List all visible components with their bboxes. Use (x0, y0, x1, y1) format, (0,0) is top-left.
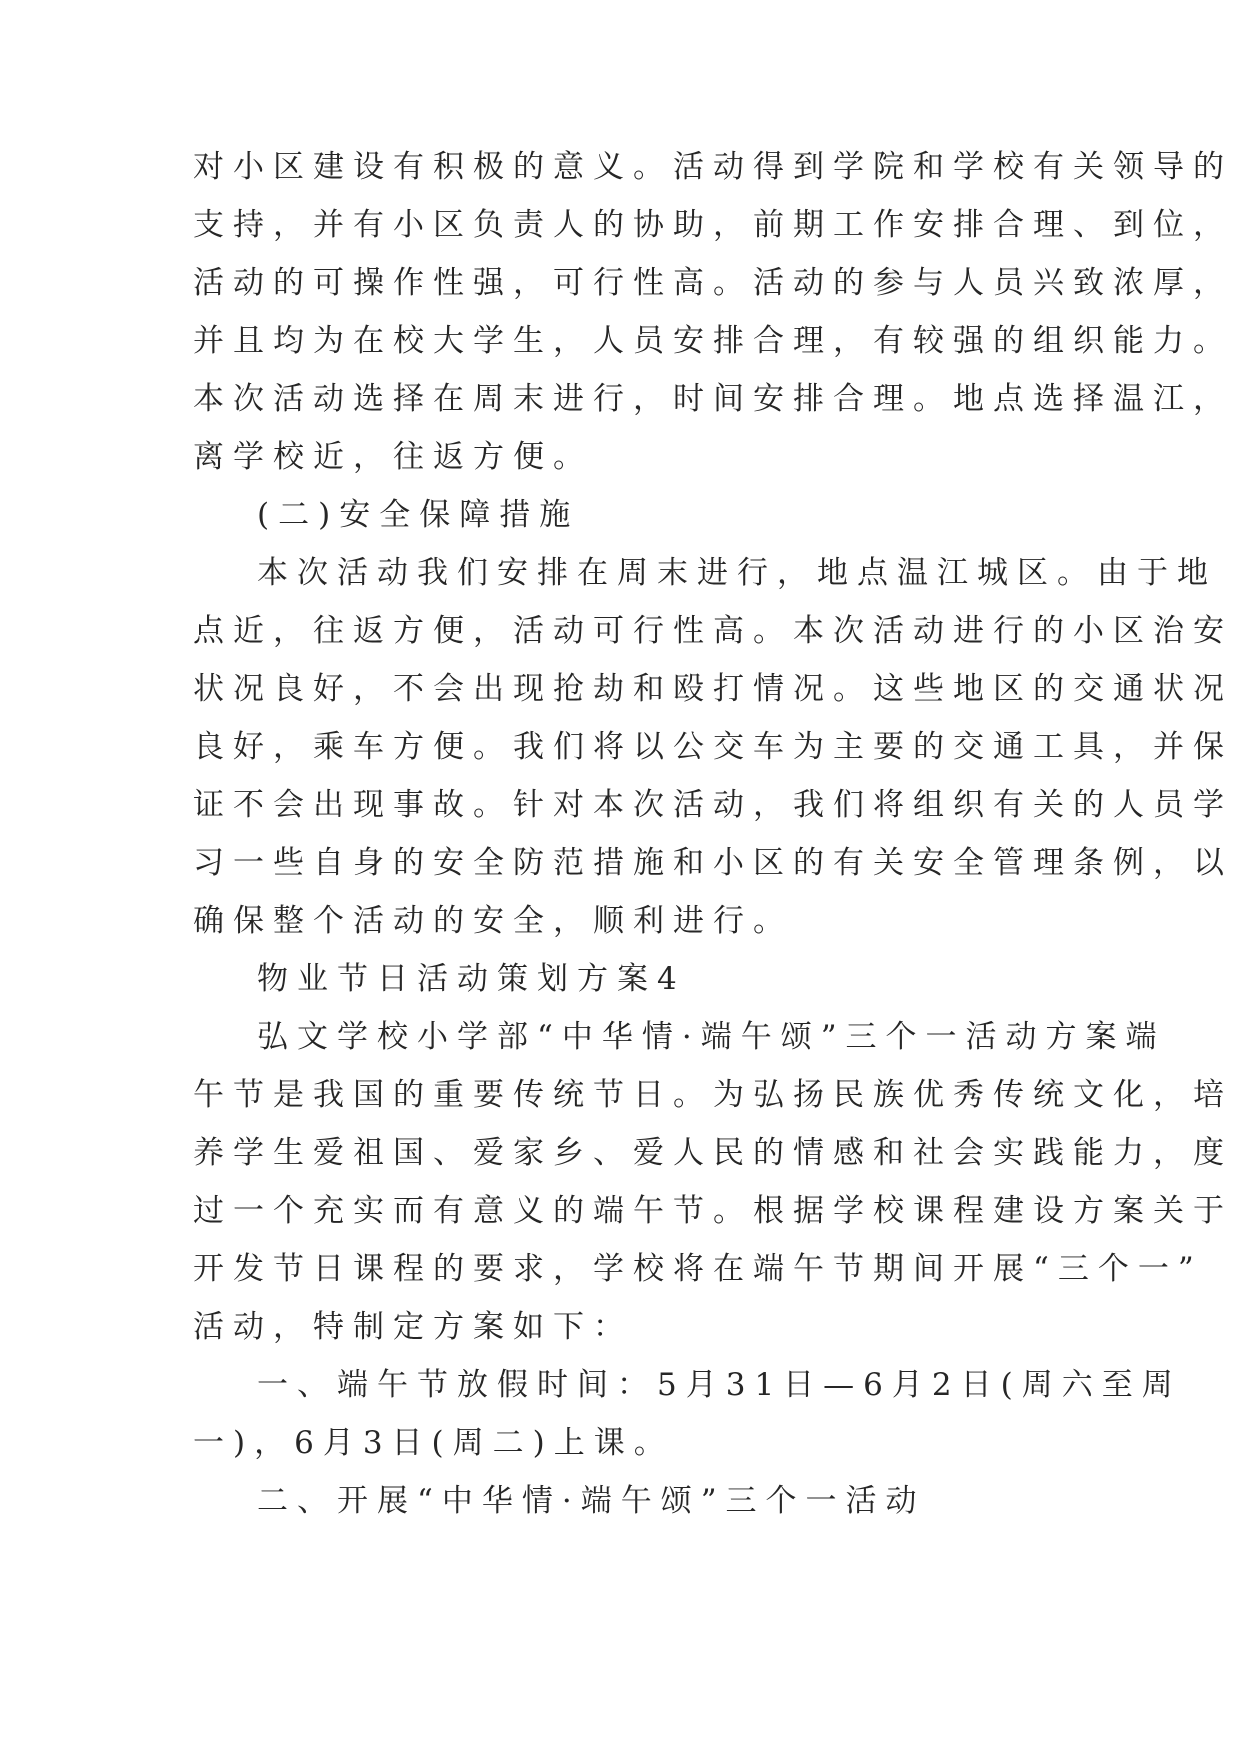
paragraph-line: 良好，乘车方便。我们将以公交车为主要的交通工具，并保 (193, 729, 1233, 765)
section-title: 物业节日活动策划方案4 (257, 961, 686, 997)
paragraph-line: 状况良好，不会出现抢劫和殴打情况。这些地区的交通状况 (193, 671, 1233, 707)
paragraph-line: 离学校近，往返方便。 (193, 439, 593, 475)
paragraph-line: 支持，并有小区负责人的协助，前期工作安排合理、到位， (193, 207, 1233, 243)
paragraph-line: 开发节日课程的要求，学校将在端午节期间开展“三个一” (193, 1251, 1203, 1287)
paragraph-line: 过一个充实而有意义的端午节。根据学校课程建设方案关于 (193, 1193, 1233, 1229)
paragraph-line: 并且均为在校大学生，人员安排合理，有较强的组织能力。 (193, 323, 1233, 359)
paragraph-line: 一)，6月3日(周二)上课。 (193, 1425, 674, 1461)
section-heading: 二、开展“中华情·端午颂”三个一活动 (257, 1483, 926, 1519)
section-heading: (二)安全保障措施 (257, 497, 580, 533)
paragraph-line: 弘文学校小学部“中华情·端午颂”三个一活动方案端 (257, 1019, 1166, 1055)
paragraph-line: 本次活动我们安排在周末进行，地点温江城区。由于地 (257, 555, 1217, 591)
paragraph-line: 证不会出现事故。针对本次活动，我们将组织有关的人员学 (193, 787, 1233, 823)
paragraph-line: 养学生爱祖国、爱家乡、爱人民的情感和社会实践能力，度 (193, 1135, 1233, 1171)
paragraph-line: 对小区建设有积极的意义。活动得到学院和学校有关领导的 (193, 149, 1233, 185)
paragraph-line: 确保整个活动的安全，顺利进行。 (193, 903, 793, 939)
paragraph-line: 活动，特制定方案如下： (193, 1309, 633, 1345)
paragraph-line: 午节是我国的重要传统节日。为弘扬民族优秀传统文化，培 (193, 1077, 1233, 1113)
paragraph-line: 本次活动选择在周末进行，时间安排合理。地点选择温江， (193, 381, 1233, 417)
paragraph-line: 点近，往返方便，活动可行性高。本次活动进行的小区治安 (193, 613, 1233, 649)
paragraph-line: 习一些自身的安全防范措施和小区的有关安全管理条例，以 (193, 845, 1233, 881)
paragraph-line: 活动的可操作性强，可行性高。活动的参与人员兴致浓厚， (193, 265, 1233, 301)
paragraph-line: 一、端午节放假时间：5月31日—6月2日(周六至周 (257, 1367, 1182, 1403)
